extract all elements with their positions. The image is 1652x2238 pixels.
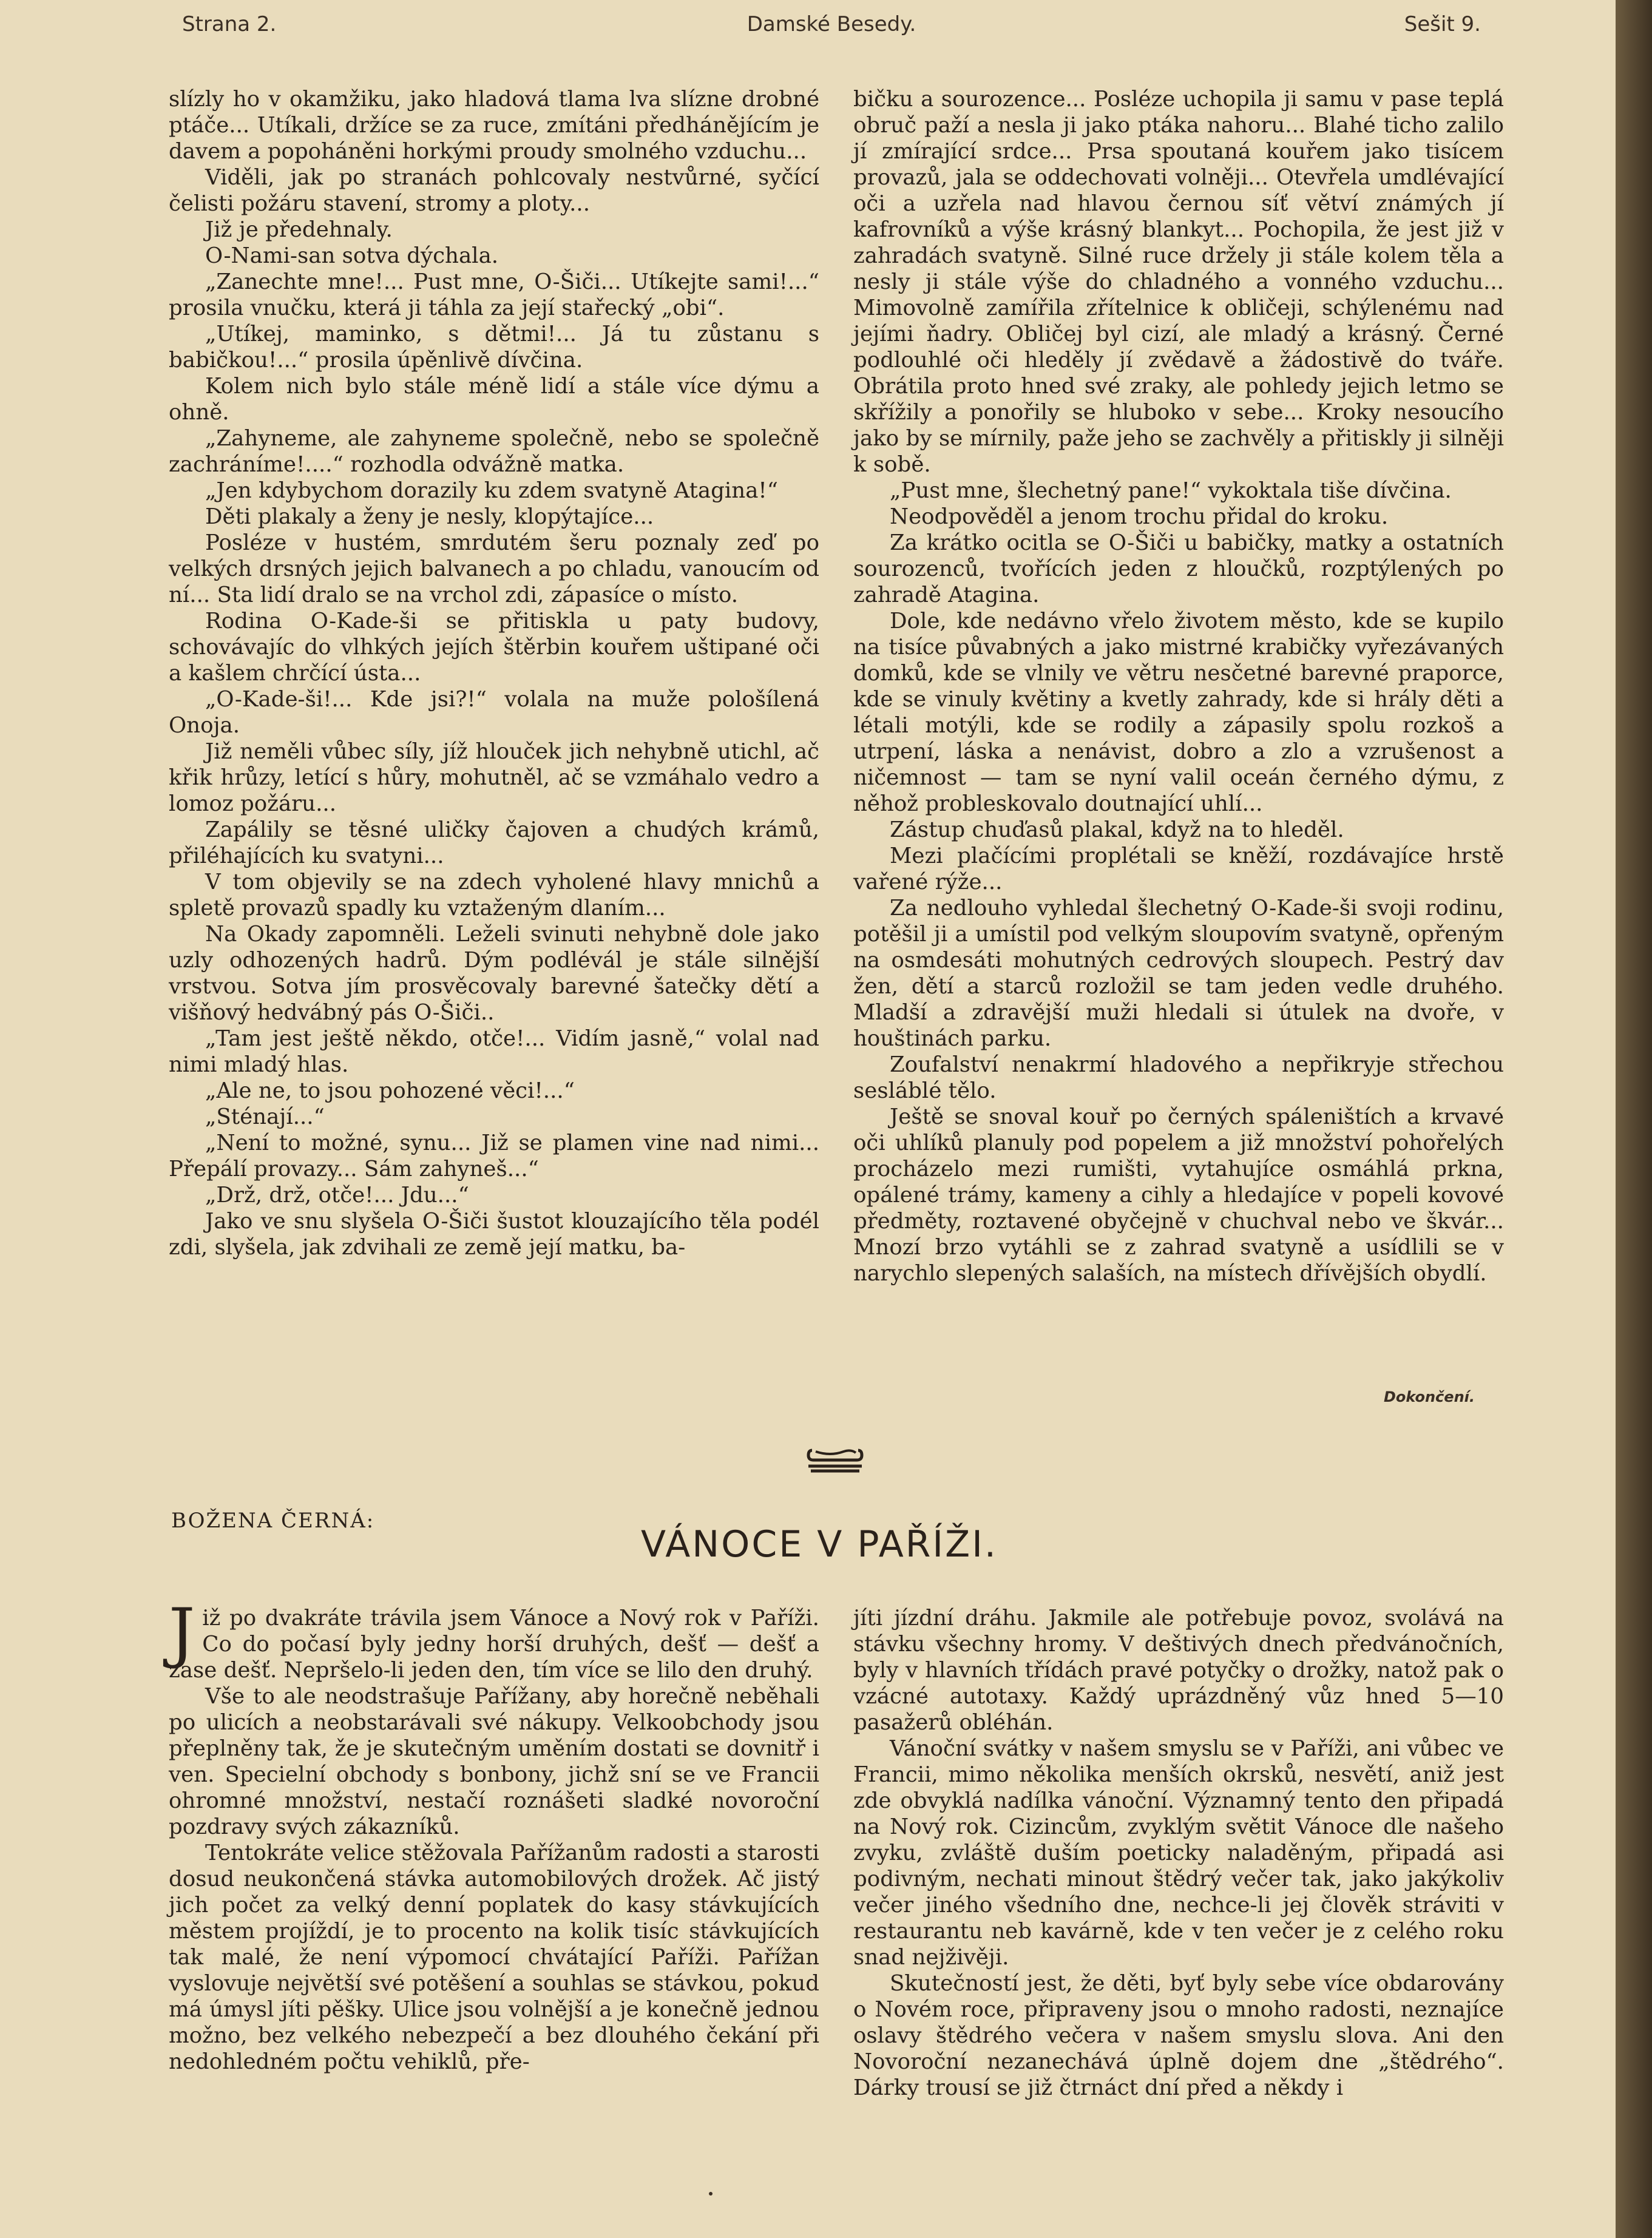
story-column-right (853, 86, 1504, 1286)
story-paragraph: Za krátko ocitla se O-Šiči u babičky, matky a ostatních sourozenců, tvořících jeden z hloučků, rozptýlených po zahradě Atagina. (853, 530, 1504, 607)
story-paragraph: Rodina O-Kade-ši se přitiskla u paty budovy, schovávajíc do vlhkých jejích štěrbin kouřem uštipané oči a kašlem chrčící ústa... (169, 609, 819, 686)
story-paragraph: „Zanechte mne!... Pust mne, O-Šiči... Utíkejte sami!...“ prosila vnučku, která ji táhla za její stařecký „obi“. (169, 269, 819, 320)
story-paragraph: „Pust mne, šlechetný pane!“ vykoktala tiše dívčina. (890, 478, 1452, 503)
story-paragraph: „Zahyneme, ale zahyneme společně, nebo se společně zachráníme!....“ rozhodla odvážně matka. (169, 426, 819, 477)
story-paragraph: Kolem nich bylo stále méně lidí a stále více dýmu a ohně. (169, 374, 819, 425)
story-paragraph: Za nedlouho vyhledal šlechetný O-Kade-ši svoji rodinu, potěšil ji a umístil pod velkým sloupovím svatyně, opřeným na osmdesáti mohutných cedrových sloupech. Pestrý dav žen, dětí a starců rozložil se tam jeden vedle druhého. Mladší a zdravější muži hledali si útulek na dvoře, v houštinách parku. (853, 896, 1504, 1051)
story-paragraph: „Jen kdybychom dorazily ku zdem svatyně Atagina!“ (205, 478, 778, 503)
article-column-right (853, 1605, 1504, 2101)
page-number: Strana 2. (182, 12, 277, 36)
story-paragraph: Na Okady zapomněli. Leželi svinuti nehybně dole jako uzly odhozených hadrů. Dým podlévál je stále silnější vrstvou. Sotva jím prosvěcovaly barevné šatečky dětí a višňový hedvábný pás O-Šiči.. (169, 922, 819, 1025)
drop-cap: J (169, 1595, 195, 1671)
story-paragraph: Děti plakaly a ženy je nesly, klopýtajíce... (205, 504, 654, 529)
story-paragraph: O-Nami-san sotva dýchala. (205, 243, 499, 268)
story-paragraph: Zoufalství nenakrmí hladového a nepřikryje střechou sesláblé tělo. (853, 1052, 1504, 1103)
article-paragraph: Skutečností jest, že děti, byť byly sebe více obdarovány o Novém roce, připraveny jsou o mnoho radosti, neznajíce oslavy štědrého večera v našem smyslu slova. Ani den Novoroční nezanechává úplně dojem dne „štědrého“. Dárky trousí se již čtrnáct dní před a někdy i (853, 1971, 1504, 2100)
story-paragraph: Dole, kde nedávno vřelo životem město, kde se kupilo na tisíce půvabných a jako mistrné krabičky vyřezávaných domků, kde se vlnily ve větru nesčetné barevné praporce, kde se vinuly květiny a kvetly zahrady, kde si hrály děti a létali motýli, kde se rodily a zápasily spolu rozkoš a utrpení, láska a nenávist, dobro a zlo a vzrušenost a ničemnost — tam se nyní valil oceán černého dýmu, z něhož probleskovalo doutnající uhlí... (853, 609, 1504, 816)
story-paragraph: Neodpověděl a jenom trochu přidal do kroku. (890, 504, 1389, 529)
article-paragraph: Vánoční svátky v našem smyslu se v Paříži, ani vůbec ve Francii, mimo několika menších okrsků, nesvětí, aniž jest zde obvyklá nadílka vánoční. Významný tento den připadá na Nový rok. Cizincům, zvyklým světit Vánoce dle našeho zvyku, zvláště duším poeticky naladěným, připadá asi podivným, nechati minout štědrý večer tak, jako jakýkoliv večer jiného všedního dne, nechce-li jej člověk stráviti v restaurantu neb kavárně, kde v ten večer je z celého roku snad nejživěji. (853, 1736, 1504, 1970)
story-paragraph: Již neměli vůbec síly, jíž hlouček jich nehybně utichl, ač křik hrůzy, letící s hůry, mohutněl, ač se vzmáhalo vedro a lomoz požáru... (169, 739, 819, 816)
story-paragraph: „O-Kade-ši!... Kde jsi?!“ volala na muže pološílená Onoja. (169, 687, 819, 738)
article-column-left (169, 1595, 819, 2075)
article-paragraph: iž po dvakráte trávila jsem Vánoce a Nový rok v Paříži. Co do počasí byly jedny horší druhých, dešť — dešť a zase dešť. Nepršelo-li jeden den, tím více se lilo den druhý. (169, 1606, 819, 1683)
story-paragraph: Posléze v hustém, smrdutém šeru poznaly zeď po velkých drsných jejich balvanech a po chladu, vanoucím od ní... Sta lidí dralo se na vrchol zdi, zápasíce o místo. (169, 530, 819, 607)
story-paragraph: Viděli, jak po stranách pohlcovaly nestvůrné, syčící čelisti požáru stavení, stromy a ploty... (169, 165, 819, 216)
story-column-left (169, 86, 819, 1260)
story-paragraph: slízly ho v okamžiku, jako hladová tlama lva slízne drobné ptáče... Utíkali, držíce se za ruce, zmítáni předhánějícím je davem a popoháněni horkými proudy smolného vzduchu... (169, 87, 819, 164)
article-paragraph: jíti jízdní dráhu. Jakmile ale potřebuje povoz, svolává na stávku všechny hromy. V deštivých dnech předvánočních, byly v hlavních třídách pravé potyčky o drožky, natož pak o vzácné autotaxy. Každý uprázdněný vůz hned 5—10 pasažerů obléhán. (853, 1606, 1504, 1735)
story-paragraph: Ještě se snoval kouř po černých spáleništích a krvavé oči uhlíků planuly pod popelem a již množství pohořelých procházelo mezi rumišti, vytahujíce osmáhlá prkna, opálené trámy, kameny a cihly a hledajíce v popeli kovové předměty, roztavené obyčejně v chuchval nebo ve škvár... Mnozí brzo vytáhli se z zahrad svatyně a usídlili se v narychlo slepených salaších, na místech dřívějších obydlí. (853, 1104, 1504, 1286)
page-edge (1616, 0, 1652, 2238)
story-paragraph: Jako ve snu slyšela O-Šiči šustot klouzajícího těla podél zdi, slyšela, jak zdvihali ze země její matku, ba- (169, 1209, 819, 1260)
story-paragraph: „Není to možné, synu... Již se plamen vine nad nimi... Přepálí provazy... Sám zahyneš...“ (169, 1131, 819, 1182)
magazine-title: Damské Besedy. (746, 12, 916, 36)
page-speck (709, 2192, 713, 2196)
story-paragraph: bičku a sourozence... Posléze uchopila ji samu v pase teplá obruč paží a nesla ji jako ptáka nahoru... Blahé ticho zalilo jí zmírající srdce... Prsa spoutaná kouřem jako tisícem provazů, jala se oddechovati volněji... Otevřela umdlévající oči a uzřela nad hlavou černou síť větví známých jí kafrovníků a výše krásný blankyt... Pochopila, že jest již v zahradách svatyně. Silné ruce držely ji stále kolem těla a nesly ji stále výše do chladného a vonného vzduchu... Mimovolně zamířila zřítelnice k obličeji, schýlenému nad jejími ňadry. Obličej byl cizí, ale mladý a krásný. Černé podlouhlé oči hleděly jí zvědavě a žádostivě do tváře. Obrátila proto hned své zraky, ale pohledy jejich letmo se skřížily a ponořily se hluboko v sebe... Kroky nesoucího jako by se mírnily, paže jeho se zachvěly a přitiskly ji silněji k sobě. (853, 87, 1504, 477)
article-paragraph: Vše to ale neodstrašuje Pařížany, aby horečně neběhali po ulicích a neobstarávali své nákupy. Velkoobchody jsou přeplněny tak, že je skutečným uměním dostati se dovnitř i ven. Specielní obchody s bonbony, jichž sní se ve Francii ohromné množství, nestačí roznášeti sladké novoroční pozdravy svých zákazníků. (169, 1684, 819, 1839)
story-paragraph: „Drž, drž, otče!... Jdu...“ (205, 1183, 469, 1208)
story-paragraph: Již je předehnaly. (205, 217, 393, 242)
story-paragraph: V tom objevily se na zdech vyholené hlavy mnichů a spletě provazů spadly ku vztaženým dlaním... (169, 870, 819, 921)
story-paragraph: „Tam jest ještě někdo, otče!... Vidím jasně,“ volal nad nimi mladý hlas. (169, 1026, 819, 1077)
article-paragraph: Tentokráte velice stěžovala Pařížanům radosti a starosti dosud neukončená stávka automobilových drožek. Ač jistý jich počet za velký denní poplatek do kasy stávkujících městem projíždí, je to procento na kolik tisíc stávkujících tak malé, že není výpomocí chvátající Paříži. Pařížan vyslovuje největší své potěšení a souhlas se stávkou, pokud má úmysl jíti pěšky. Ulice jsou volnější a je konečně jednou možno, bez velkého nebezpečí a bez dlouhého čekání při nedohledném počtu vehiklů, pře- (169, 1841, 819, 2074)
story-paragraph: „Sténají...“ (205, 1104, 325, 1129)
article-author: BOŽENA ČERNÁ: (171, 1509, 375, 1533)
story-paragraph: „Ale ne, to jsou pohozené věci!...“ (205, 1078, 575, 1103)
ornament-divider-icon (806, 1442, 864, 1476)
story-paragraph: Zapálily se těsné uličky čajoven a chudých krámů, přiléhajících ku svatyni... (169, 817, 819, 868)
story-paragraph: Mezi plačícími proplétali se kněží, rozdávajíce hrstě vařené rýže... (853, 843, 1504, 894)
story-ending-note: Dokončení. (1383, 1388, 1475, 1405)
page-header (182, 12, 1481, 49)
story-paragraph: „Utíkej, maminko, s dětmi!... Já tu zůstanu s babičkou!...“ prosila úpěnlivě dívčina. (169, 322, 819, 373)
issue-number: Sešit 9. (1404, 12, 1481, 36)
article-title: VÁNOCE V PAŘÍŽI. (641, 1523, 998, 1566)
story-paragraph: Zástup chuďasů plakal, když na to hleděl. (890, 817, 1344, 842)
